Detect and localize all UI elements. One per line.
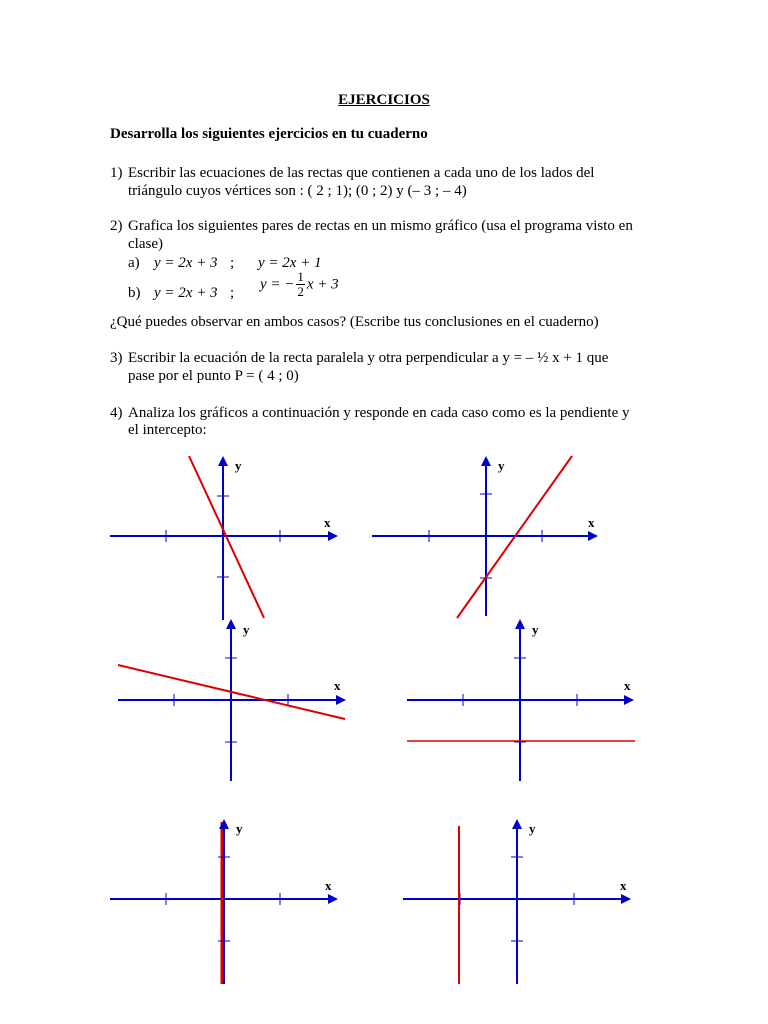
graph-1-y-arrow-icon: [218, 456, 228, 466]
exercise-2-question: ¿Qué puedes observar en ambos casos? (Escribe tus conclusiones en el cuaderno): [110, 314, 599, 330]
exercise-2-number: 2): [110, 218, 123, 234]
exercise-4-line-2: el intercepto:: [128, 422, 207, 438]
graph-2-x-arrow-icon: [588, 531, 598, 541]
page-title: EJERCICIOS: [338, 92, 430, 108]
graph-4-y-arrow-icon: [515, 619, 525, 629]
graph-1-x-label: x: [324, 515, 331, 530]
exercise-1-line-1: Escribir las ecuaciones de las rectas que contienen a cada uno de los lados del: [128, 165, 595, 181]
instructions-subtitle: Desarrolla los siguientes ejercicios en tu cuaderno: [110, 126, 428, 142]
graph-5-x-arrow-icon: [328, 894, 338, 904]
graph-3-x-arrow-icon: [336, 695, 346, 705]
exercise-2-line-1: Grafica los siguientes pares de rectas en un mismo gráfico (usa el programa visto en: [128, 218, 633, 234]
exercise-2b-equation-1: y = 2x + 3: [154, 285, 218, 301]
graph-5: [110, 819, 338, 984]
fraction-numerator: 1: [297, 269, 304, 284]
graph-3: [118, 619, 346, 781]
fraction-denominator: 2: [297, 284, 304, 299]
graph-1-y-label: y: [235, 458, 242, 473]
graph-2-x-label: x: [588, 515, 595, 530]
graph-4-x-arrow-icon: [624, 695, 634, 705]
graph-4-y-label: y: [532, 622, 539, 637]
graph-2-y-label: y: [498, 458, 505, 473]
exercise-2b-separator: ;: [230, 285, 235, 301]
graph-3-x-label: x: [334, 678, 341, 693]
exercise-1-line-2: triángulo cuyos vértices son : ( 2 ; 1); (0 ; 2) y (– 3 ; – 4): [128, 183, 467, 199]
exercise-3-line-1: Escribir la ecuación de la recta paralela y otra perpendicular a y = – ½ x + 1 que: [128, 350, 609, 366]
graph-6-x-label: x: [620, 878, 627, 893]
exercise-4-line-1: Analiza los gráficos a continuación y responde en cada caso como es la pendiente y: [128, 405, 630, 421]
graph-2: [372, 456, 598, 618]
graph-4-x-label: x: [624, 678, 631, 693]
exercise-3-number: 3): [110, 350, 123, 366]
graph-6-y-arrow-icon: [512, 819, 522, 829]
exercise-2a-label: a): [128, 255, 140, 271]
graph-4: [407, 619, 635, 781]
graph-3-y-arrow-icon: [226, 619, 236, 629]
graph-6: [403, 819, 631, 984]
exercise-2b-eq2-suffix: x + 3: [306, 276, 339, 293]
exercise-2-line-2: clase): [128, 236, 163, 252]
graph-6-y-label: y: [529, 821, 536, 836]
exercise-2b-eq2-prefix: y = −: [260, 276, 295, 293]
graph-3-y-label: y: [243, 622, 250, 637]
exercise-4-number: 4): [110, 405, 123, 421]
exercise-2a-equation-1: y = 2x + 3: [154, 255, 218, 271]
graph-1: [110, 456, 338, 620]
graph-6-x-arrow-icon: [621, 894, 631, 904]
exercise-2a-equation-2: y = 2x + 1: [258, 255, 322, 271]
graph-2-y-arrow-icon: [481, 456, 491, 466]
graph-1-x-arrow-icon: [328, 531, 338, 541]
exercise-2a-separator: ;: [230, 255, 235, 271]
graph-5-x-label: x: [325, 878, 332, 893]
exercise-1-number: 1): [110, 165, 123, 181]
exercise-3-line-2: pase por el punto P = ( 4 ; 0): [128, 368, 299, 384]
exercise-2b-label: b): [128, 285, 141, 301]
graph-5-y-label: y: [236, 821, 243, 836]
